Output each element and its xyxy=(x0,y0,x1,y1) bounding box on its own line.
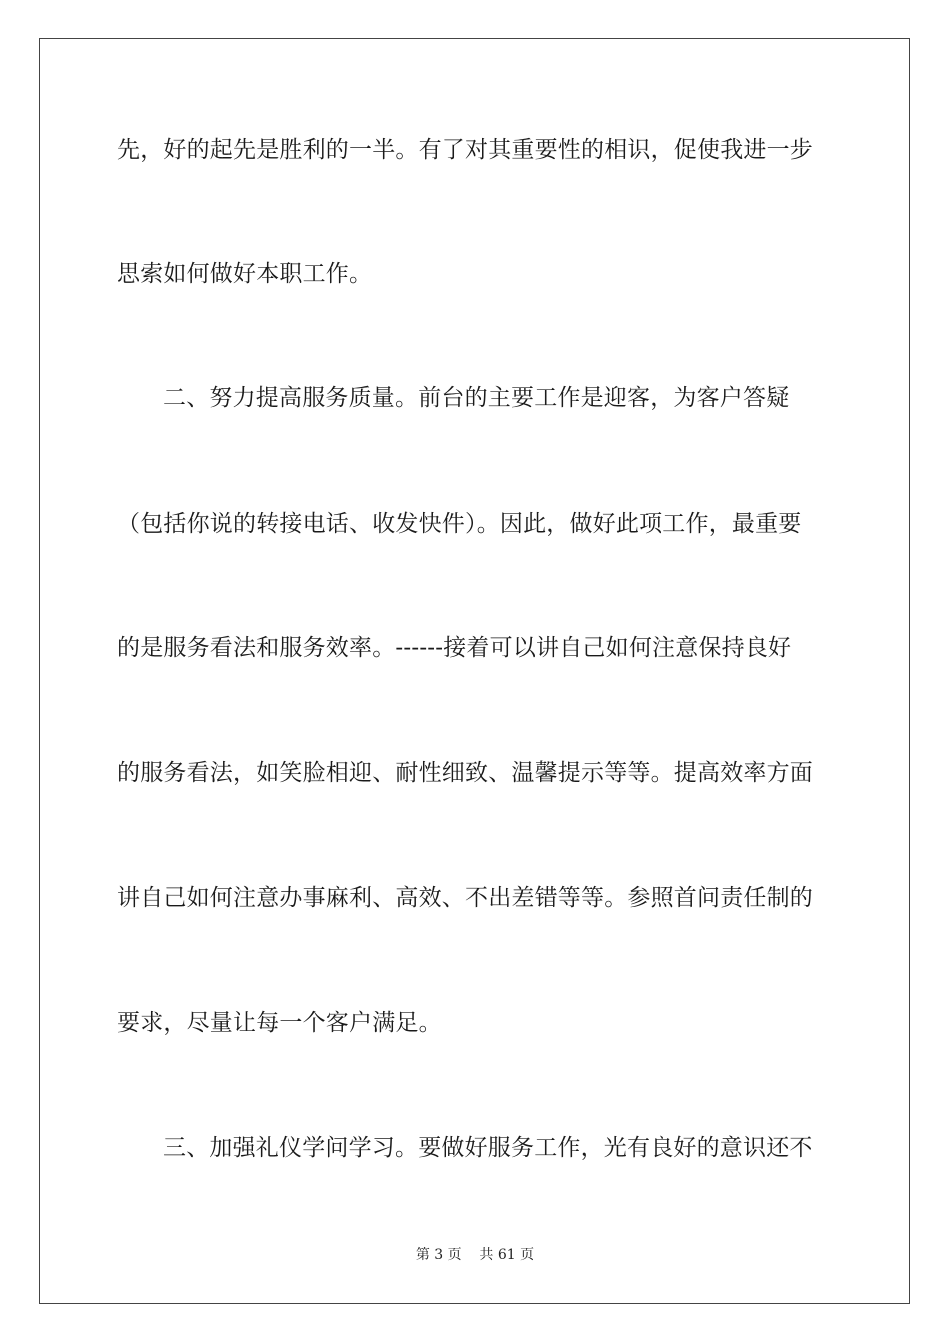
page-number-footer: 第 3 页 共 61 页 xyxy=(415,1247,535,1263)
paragraph-line: 讲自己如何注意办事麻利、高效、不出差错等等。参照首问责任制的 xyxy=(117,885,813,911)
page-border xyxy=(39,38,910,1304)
paragraph-line: 先，好的起先是胜利的一半。有了对其重要性的相识，促使我进一步 xyxy=(117,137,813,163)
paragraph-line: 三、加强礼仪学问学习。要做好服务工作，光有良好的意识还不 xyxy=(163,1135,813,1161)
paragraph-line: （包括你说的转接电话、收发快件）。因此，做好此项工作，最重要 xyxy=(117,511,802,537)
paragraph-line: 二、努力提高服务质量。前台的主要工作是迎客，为客户答疑 xyxy=(163,385,790,411)
paragraph-line: 的是服务看法和服务效率。------接着可以讲自己如何注意保持良好 xyxy=(117,635,792,661)
paragraph-line: 思索如何做好本职工作。 xyxy=(117,261,373,287)
paragraph-line: 的服务看法，如笑脸相迎、耐性细致、温馨提示等等。提高效率方面 xyxy=(117,760,813,786)
paragraph-line: 要求，尽量让每一个客户满足。 xyxy=(117,1010,442,1036)
